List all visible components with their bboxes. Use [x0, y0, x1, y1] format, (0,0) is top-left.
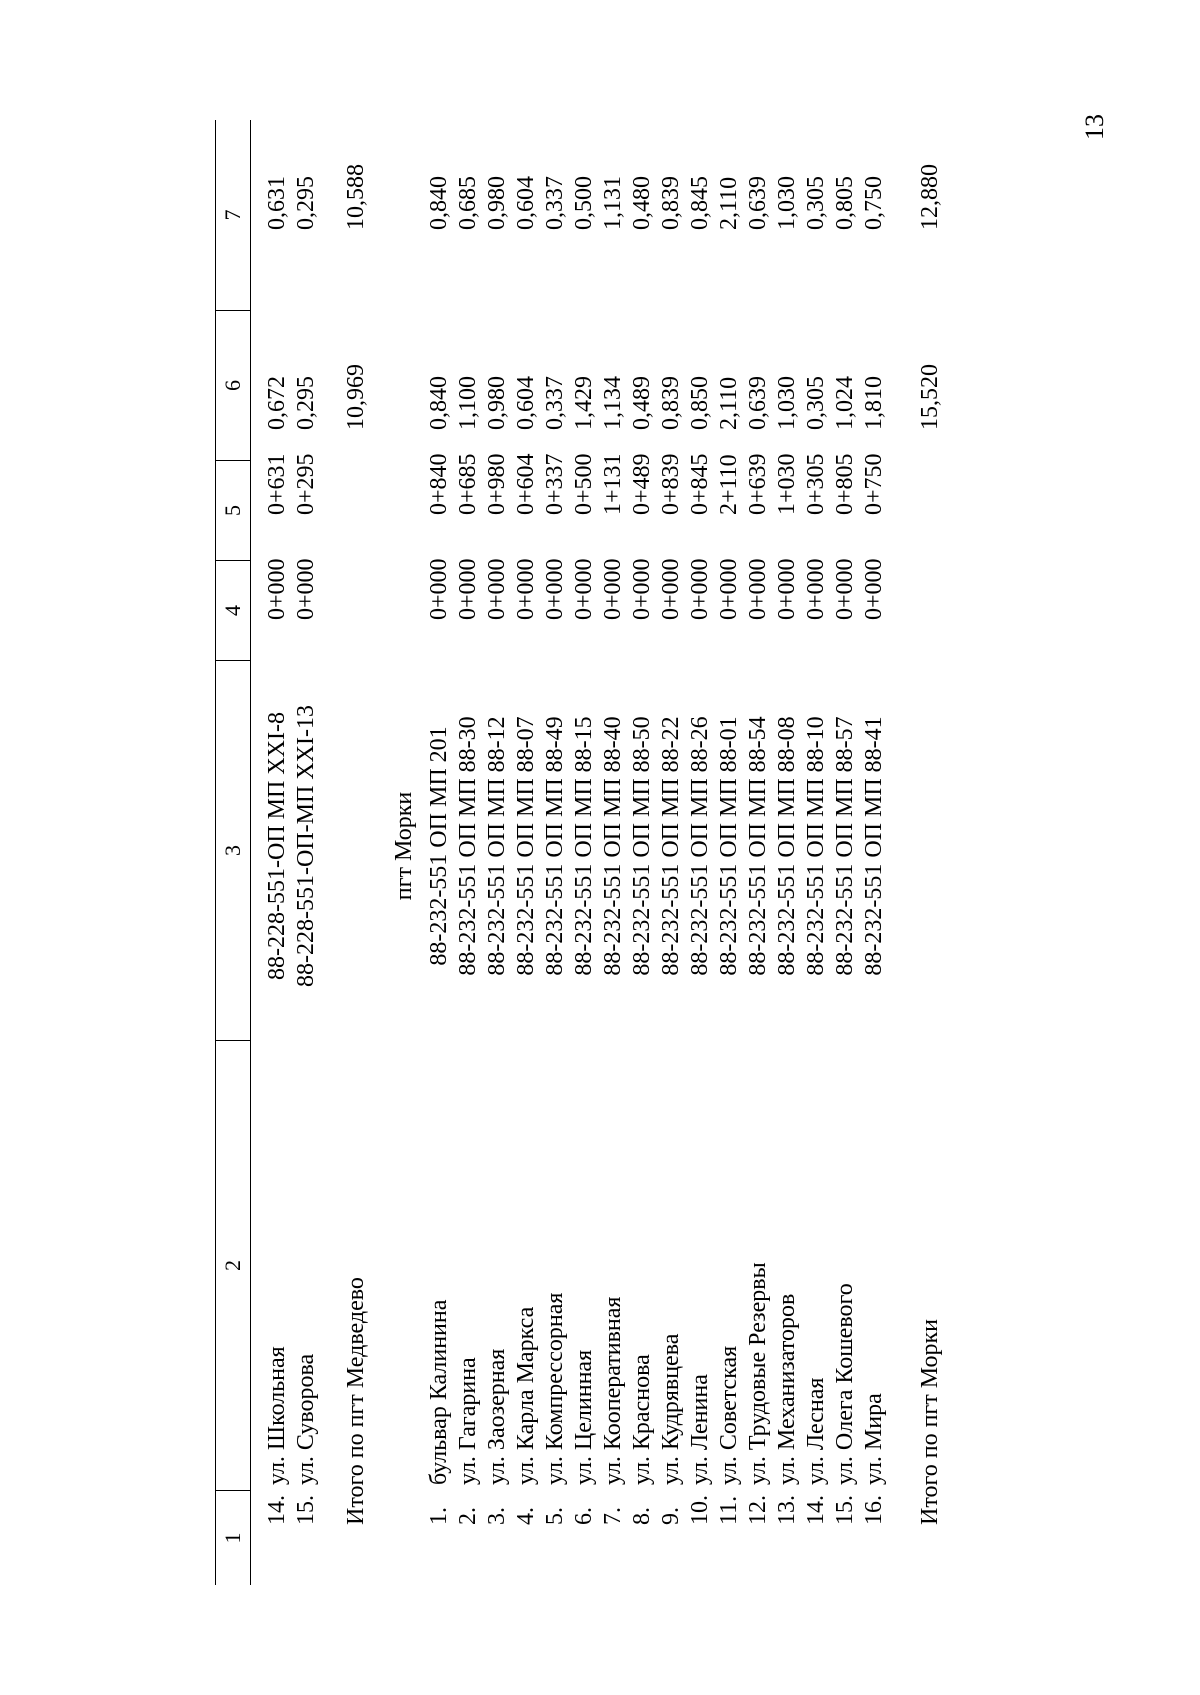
end-km: 1+030 — [774, 453, 800, 515]
total-col7: 12,880 — [917, 164, 943, 230]
road-code: 88-228-551-ОП МП XXI-8 — [264, 712, 290, 980]
row-number: 11. — [716, 1495, 742, 1525]
street-name: ул. Трудовые Резервы — [745, 1262, 771, 1485]
length-col7: 0,295 — [293, 176, 319, 230]
start-km: 0+000 — [774, 558, 800, 620]
length-col6: 1,030 — [774, 376, 800, 430]
street-name: ул. Карла Маркса — [513, 1306, 539, 1485]
row-number: 13. — [774, 1495, 800, 1525]
end-km: 0+500 — [571, 453, 597, 515]
length-col7: 2,110 — [716, 176, 742, 230]
start-km: 0+000 — [687, 558, 713, 620]
start-km: 0+000 — [542, 558, 568, 620]
end-km: 0+750 — [861, 453, 887, 515]
road-code: 88-232-551 ОП МП 88-40 — [600, 716, 626, 976]
table-row — [292, 120, 321, 1585]
length-col7: 0,639 — [745, 176, 771, 230]
row-number: 2. — [455, 1507, 481, 1525]
header-col-1: 1 — [216, 1490, 250, 1585]
start-km: 0+000 — [264, 558, 290, 620]
length-col6: 0,305 — [803, 376, 829, 430]
total-col6: 10,969 — [343, 364, 369, 430]
start-km: 0+000 — [658, 558, 684, 620]
length-col7: 0,500 — [571, 176, 597, 230]
street-name: бульвар Калинина — [426, 1299, 452, 1485]
row-number: 15. — [832, 1495, 858, 1525]
length-col7: 0,840 — [426, 176, 452, 230]
section-title: пгт Морки — [391, 791, 417, 901]
end-km: 0+295 — [293, 453, 319, 515]
road-code: 88-232-551 ОП МП 88-54 — [745, 716, 771, 976]
section-title-morki — [389, 120, 419, 1585]
road-code: 88-232-551 ОП МП 88-10 — [803, 716, 829, 976]
length-col7: 0,685 — [455, 176, 481, 230]
row-number: 7. — [600, 1507, 626, 1525]
end-km: 0+489 — [629, 453, 655, 515]
end-km: 0+980 — [484, 453, 510, 515]
start-km: 0+000 — [629, 558, 655, 620]
length-col7: 0,980 — [484, 176, 510, 230]
table-row — [425, 120, 454, 1585]
road-code: 88-232-551 ОП МП 88-50 — [629, 716, 655, 976]
length-col6: 1,810 — [861, 376, 887, 430]
length-col7: 1,131 — [600, 176, 626, 230]
row-number: 4. — [513, 1507, 539, 1525]
end-km: 1+131 — [600, 453, 626, 515]
length-col6: 0,839 — [658, 376, 684, 430]
total-col6: 15,520 — [917, 364, 943, 430]
end-km: 0+805 — [832, 453, 858, 515]
length-col7: 0,750 — [861, 176, 887, 230]
header-col-6: 6 — [216, 310, 250, 460]
total-row-medvedevo — [341, 120, 371, 1585]
road-code: 88-232-551 ОП МП 88-57 — [832, 716, 858, 976]
road-code: 88-228-551-ОП-МП XXI-13 — [293, 705, 319, 987]
table-row — [512, 120, 541, 1585]
end-km: 0+639 — [745, 453, 771, 515]
start-km: 0+000 — [832, 558, 858, 620]
length-col6: 0,672 — [264, 376, 290, 430]
road-code: 88-232-551 ОП МП 88-01 — [716, 716, 742, 976]
rotated-table — [215, 120, 1025, 1585]
end-km: 0+604 — [513, 453, 539, 515]
start-km: 0+000 — [803, 558, 829, 620]
start-km: 0+000 — [513, 558, 539, 620]
total-label: Итого по пгт Медведево — [343, 1277, 369, 1525]
street-name: ул. Механизаторов — [774, 1293, 800, 1485]
table-row — [715, 120, 744, 1585]
medvedevo-rows — [263, 120, 321, 1585]
table-row — [263, 120, 292, 1585]
end-km: 0+305 — [803, 453, 829, 515]
row-number: 3. — [484, 1507, 510, 1525]
page-number: 13 — [1080, 114, 1109, 140]
end-km: 0+685 — [455, 453, 481, 515]
row-number: 8. — [629, 1507, 655, 1525]
total-label: Итого по пгт Морки — [917, 1318, 943, 1525]
row-number: 15. — [293, 1495, 319, 1525]
end-km: 0+845 — [687, 453, 713, 515]
start-km: 0+000 — [861, 558, 887, 620]
length-col6: 0,840 — [426, 376, 452, 430]
table-row — [454, 120, 483, 1585]
road-code: 88-232-551 ОП МП 88-41 — [861, 716, 887, 976]
start-km: 0+000 — [716, 558, 742, 620]
street-name: ул. Советская — [716, 1345, 742, 1485]
header-col-3: 3 — [216, 660, 250, 1040]
header-col-7: 7 — [220, 209, 245, 221]
length-col6: 0,604 — [513, 376, 539, 430]
length-col6: 0,850 — [687, 376, 713, 430]
road-code: 88-232-551 ОП МП 88-26 — [687, 716, 713, 976]
end-km: 2+110 — [716, 454, 742, 515]
table-row — [599, 120, 628, 1585]
street-name: ул. Суворова — [293, 1353, 319, 1485]
street-name: ул. Гагарина — [455, 1357, 481, 1485]
length-col6: 1,100 — [455, 376, 481, 430]
row-number: 14. — [264, 1495, 290, 1525]
road-code: 88-232-551 ОП МП 88-15 — [571, 716, 597, 976]
street-name: ул. Заозерная — [484, 1348, 510, 1485]
length-col6: 1,024 — [832, 376, 858, 430]
table-row — [570, 120, 599, 1585]
road-code: 88-232-551 ОП МП 88-22 — [658, 716, 684, 976]
road-code: 88-232-551 ОП МП 88-07 — [513, 716, 539, 976]
street-name: ул. Олега Кошевого — [832, 1283, 858, 1485]
start-km: 0+000 — [745, 558, 771, 620]
length-col7: 0,604 — [513, 176, 539, 230]
length-col6: 0,489 — [629, 376, 655, 430]
street-name: ул. Школьная — [264, 1346, 290, 1485]
road-code: 88-232-551 ОП МП 88-12 — [484, 716, 510, 976]
street-name: ул. Мира — [861, 1393, 887, 1485]
end-km: 0+631 — [264, 453, 290, 515]
row-number: 10. — [687, 1495, 713, 1525]
start-km: 0+000 — [600, 558, 626, 620]
length-col6: 2,110 — [716, 376, 742, 430]
road-code: 88-232-551 ОП МП 88-30 — [455, 716, 481, 976]
morki-rows — [425, 120, 889, 1585]
length-col6: 1,429 — [571, 376, 597, 430]
row-number: 16. — [861, 1495, 887, 1525]
start-km: 0+000 — [426, 558, 452, 620]
length-col7: 0,805 — [832, 176, 858, 230]
road-code: 88-232-551 ОП МП 88-08 — [774, 716, 800, 976]
row-number: 9. — [658, 1507, 684, 1525]
road-code: 88-232-551 ОП МП 88-49 — [542, 716, 568, 976]
length-col7: 0,337 — [542, 176, 568, 230]
table-row — [802, 120, 831, 1585]
table-row — [541, 120, 570, 1585]
street-name: ул. Ленина — [687, 1374, 713, 1485]
length-col6: 1,134 — [600, 376, 626, 430]
street-name: ул. Кудрявцева — [658, 1333, 684, 1485]
start-km: 0+000 — [455, 558, 481, 620]
table-row — [628, 120, 657, 1585]
table-row — [483, 120, 512, 1585]
length-col6: 0,980 — [484, 376, 510, 430]
row-number: 5. — [542, 1507, 568, 1525]
row-number: 1. — [426, 1507, 452, 1525]
length-col6: 0,639 — [745, 376, 771, 430]
table-header — [215, 120, 251, 1585]
row-number: 14. — [803, 1495, 829, 1525]
length-col7: 1,030 — [774, 176, 800, 230]
length-col7: 0,845 — [687, 176, 713, 230]
end-km: 0+839 — [658, 453, 684, 515]
row-number: 12. — [745, 1495, 771, 1525]
start-km: 0+000 — [484, 558, 510, 620]
length-col6: 0,337 — [542, 376, 568, 430]
table-row — [657, 120, 686, 1585]
end-km: 0+840 — [426, 453, 452, 515]
length-col6: 0,295 — [293, 376, 319, 430]
length-col7: 0,631 — [264, 176, 290, 230]
end-km: 0+337 — [542, 453, 568, 515]
start-km: 0+000 — [293, 558, 319, 620]
length-col7: 0,480 — [629, 176, 655, 230]
total-row-morki — [915, 120, 945, 1585]
total-col7: 10,588 — [343, 164, 369, 230]
street-name: ул. Компрессорная — [542, 1292, 568, 1485]
table-row — [831, 120, 860, 1585]
table-row — [744, 120, 773, 1585]
street-name: ул. Лесная — [803, 1377, 829, 1485]
table-row — [686, 120, 715, 1585]
row-number: 6. — [571, 1507, 597, 1525]
header-col-2: 2 — [216, 1040, 250, 1490]
header-col-4: 4 — [216, 560, 250, 660]
road-code: 88-232-551 ОП МП 201 — [426, 726, 452, 966]
table-row — [773, 120, 802, 1585]
header-col-5: 5 — [216, 460, 250, 560]
street-name: ул. Кооперативная — [600, 1296, 626, 1485]
length-col7: 0,305 — [803, 176, 829, 230]
street-name: ул. Краснова — [629, 1354, 655, 1485]
street-name: ул. Целинная — [571, 1349, 597, 1485]
table-row — [860, 120, 889, 1585]
length-col7: 0,839 — [658, 176, 684, 230]
start-km: 0+000 — [571, 558, 597, 620]
